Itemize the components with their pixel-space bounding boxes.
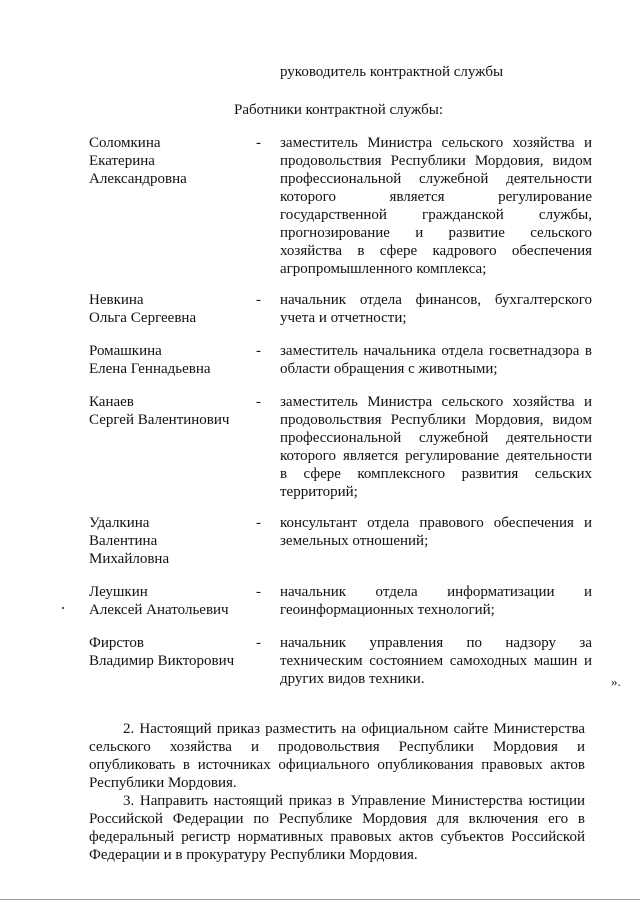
position-line: хозяйства в сфере кадрового обеспечения bbox=[280, 243, 592, 259]
staff-name bbox=[89, 583, 249, 619]
position-line: профессиональной служебной деятельности bbox=[280, 171, 592, 187]
staff-name bbox=[89, 393, 249, 429]
staff-position bbox=[280, 393, 592, 501]
staff-position bbox=[280, 291, 592, 327]
paragraph-line: опубликовать в источниках официального опубликования правовых актов bbox=[89, 757, 585, 773]
position-line: которого является регулирование bbox=[280, 189, 592, 205]
position-line: техническим состоянием самоходных машин и bbox=[280, 653, 592, 669]
position-line: начальник отдела финансов, бухгалтерского bbox=[280, 292, 592, 308]
dash-separator: - bbox=[256, 343, 261, 359]
paragraph-line: сельского хозяйства и продовольствия Республики Мордовия и bbox=[89, 739, 585, 755]
name-line: Фирстов bbox=[89, 635, 144, 651]
position-line: прогнозирование и развитие сельского bbox=[280, 225, 592, 241]
name-line: Елена Геннадьевна bbox=[89, 361, 211, 377]
name-line: Ромашкина bbox=[89, 343, 162, 359]
paragraph-line: Федерации и в прокуратуру Республики Мордовия. bbox=[89, 847, 418, 863]
position-line: учета и отчетности; bbox=[280, 310, 407, 326]
position-line: других видов техники. bbox=[280, 671, 425, 687]
position-line: агропромышленного комплекса; bbox=[280, 261, 487, 277]
staff-name bbox=[89, 342, 249, 378]
position-line: территорий; bbox=[280, 484, 358, 500]
name-line: Сергей Валентинович bbox=[89, 412, 230, 428]
dash-separator: - bbox=[256, 635, 261, 651]
paragraph-line: федеральный регистр нормативных правовых актов субъектов Российской bbox=[89, 829, 585, 845]
dash-separator: - bbox=[256, 135, 261, 151]
position-line: государственной гражданской службы, bbox=[280, 207, 592, 223]
paragraph-line: Российской Федерации по Республике Мордовия для включения его в bbox=[89, 811, 585, 827]
position-line: геоинформационных технологий; bbox=[280, 602, 495, 618]
position-line: заместитель Министра сельского хозяйства и bbox=[280, 135, 592, 151]
section-title: Работники контрактной службы: bbox=[234, 102, 443, 118]
position-line: в сфере комплексного развития сельских bbox=[280, 466, 592, 482]
paragraph-line: 2. Настоящий приказ разместить на официальном сайте Министерства bbox=[123, 721, 585, 737]
position-line: земельных отношений; bbox=[280, 533, 429, 549]
position-line: которого является регулирование деятельности bbox=[280, 448, 592, 464]
name-line: Удалкина bbox=[89, 515, 150, 531]
dash-separator: - bbox=[256, 515, 261, 531]
position-line: продовольствия Республики Мордовия, видом bbox=[280, 153, 592, 169]
position-line: консультант отдела правового обеспечения и bbox=[280, 515, 592, 531]
name-line: Невкина bbox=[89, 292, 144, 308]
paragraph-publication bbox=[89, 720, 585, 792]
paragraph-line: 3. Направить настоящий приказ в Управление Министерства юстиции bbox=[123, 793, 585, 809]
name-line: Владимир Викторович bbox=[89, 653, 235, 669]
dash-separator: - bbox=[256, 584, 261, 600]
position-line: заместитель начальника отдела госветнадзора в bbox=[280, 343, 592, 359]
paragraph-line: Республики Мордовия. bbox=[89, 775, 237, 791]
staff-name bbox=[89, 291, 249, 327]
staff-name bbox=[89, 134, 249, 188]
position-line: заместитель Министра сельского хозяйства и bbox=[280, 394, 592, 410]
name-line: Михайловна bbox=[89, 551, 170, 567]
name-line: Алексей Анатольевич bbox=[89, 602, 229, 618]
role-line: руководитель контрактной службы bbox=[280, 64, 504, 80]
dash-separator: - bbox=[256, 394, 261, 410]
dash-separator: - bbox=[256, 292, 261, 308]
position-line: начальник управления по надзору за bbox=[280, 635, 592, 651]
name-line: Екатерина bbox=[89, 153, 155, 169]
position-line: профессиональной служебной деятельности bbox=[280, 430, 592, 446]
staff-name bbox=[89, 634, 249, 670]
position-line: области обращения с животными; bbox=[280, 361, 498, 377]
staff-position bbox=[280, 514, 592, 550]
staff-position bbox=[280, 583, 592, 619]
name-line: Александровна bbox=[89, 171, 187, 187]
name-line: Валентина bbox=[89, 533, 158, 549]
scan-speck bbox=[62, 607, 64, 609]
closing-quote-mark: ». bbox=[611, 674, 621, 689]
name-line: Леушкин bbox=[89, 584, 148, 600]
name-line: Соломкина bbox=[89, 135, 161, 151]
position-line: начальник отдела информатизации и bbox=[280, 584, 592, 600]
staff-position bbox=[280, 634, 592, 688]
name-line: Ольга Сергеевна bbox=[89, 310, 197, 326]
position-line: продовольствия Республики Мордовия, видом bbox=[280, 412, 592, 428]
staff-position bbox=[280, 342, 592, 378]
scan-bottom-edge bbox=[0, 899, 640, 900]
paragraph-ministry-justice bbox=[89, 792, 585, 864]
staff-position bbox=[280, 134, 592, 278]
staff-name bbox=[89, 514, 249, 568]
name-line: Канаев bbox=[89, 394, 134, 410]
